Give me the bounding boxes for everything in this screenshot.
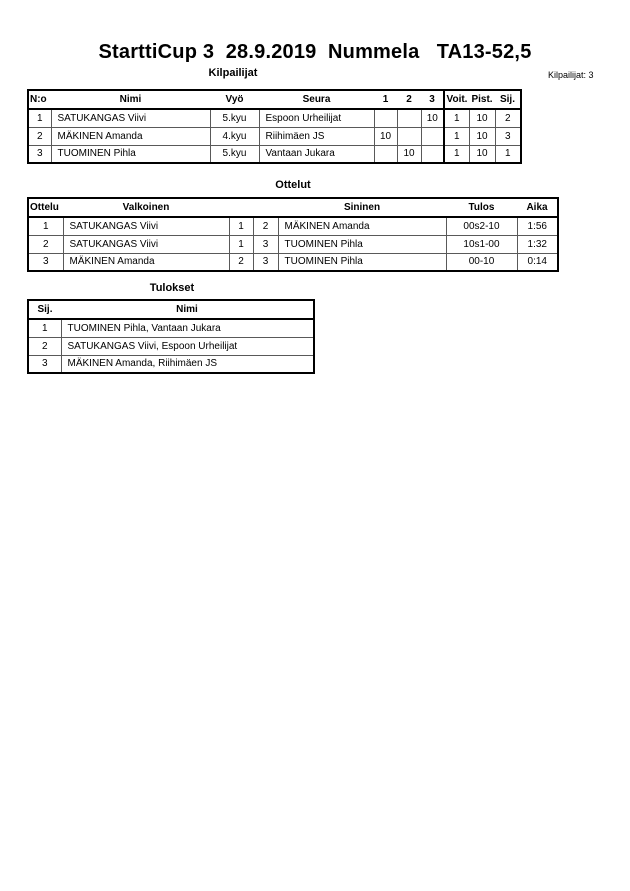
- col-header-round1: 1: [374, 90, 397, 109]
- section-title-kilpailijat: Kilpailijat: [208, 67, 258, 79]
- result-place: 2: [28, 337, 61, 355]
- results-table: [27, 299, 315, 374]
- match-white-no: 1: [229, 217, 253, 235]
- col-header-result: Tulos: [446, 198, 517, 217]
- competitor-round1-score: 10: [374, 127, 397, 145]
- result-name: TUOMINEN Pihla, Vantaan Jukara: [61, 319, 314, 337]
- col-header-no: N:o: [28, 90, 51, 109]
- result-place: 3: [28, 355, 61, 373]
- competitor-belt: 5.kyu: [210, 109, 259, 127]
- competitor-points: 10: [469, 145, 495, 163]
- col-header-belt: Vyö: [210, 90, 259, 109]
- competitors-table: [27, 89, 522, 164]
- match-blue-no: 2: [253, 217, 278, 235]
- result-row: [28, 319, 314, 337]
- col-header-name: Nimi: [61, 300, 314, 319]
- competitor-round2-score: [397, 127, 421, 145]
- competitor-points: 10: [469, 127, 495, 145]
- col-header-place: Sij.: [28, 300, 61, 319]
- match-result: 10s1-00: [446, 235, 517, 253]
- match-row: [28, 253, 558, 271]
- competitor-place: 3: [495, 127, 521, 145]
- match-white-name: SATUKANGAS Viivi: [63, 217, 229, 235]
- competitors-header-row: [28, 90, 521, 109]
- col-header-white: Valkoinen: [63, 198, 229, 217]
- competitor-round3-score: 10: [421, 109, 444, 127]
- competitor-row: [28, 145, 521, 163]
- section-title-tulokset: Tulokset: [149, 282, 195, 294]
- competitor-round1-score: [374, 145, 397, 163]
- match-row: [28, 217, 558, 235]
- competitor-name: SATUKANGAS Viivi: [51, 109, 210, 127]
- competitor-wins: 1: [444, 145, 469, 163]
- match-white-name: MÄKINEN Amanda: [63, 253, 229, 271]
- competitor-row: [28, 109, 521, 127]
- result-row: [28, 337, 314, 355]
- match-white-no: 1: [229, 235, 253, 253]
- competitor-no: 1: [28, 109, 51, 127]
- competitor-club: Vantaan Jukara: [259, 145, 374, 163]
- col-header-time: Aika: [517, 198, 558, 217]
- section-title-ottelut: Ottelut: [275, 179, 311, 191]
- col-header-match: Ottelu: [28, 198, 63, 217]
- match-no: 1: [28, 217, 63, 235]
- competitor-row: [28, 127, 521, 145]
- competitor-name: TUOMINEN Pihla: [51, 145, 210, 163]
- col-header-wins: Voit.: [444, 90, 469, 109]
- competitor-count-label: Kilpailijat: 3: [548, 70, 594, 80]
- competitor-belt: 5.kyu: [210, 145, 259, 163]
- col-header-round3: 3: [421, 90, 444, 109]
- match-result: 00-10: [446, 253, 517, 271]
- match-no: 3: [28, 253, 63, 271]
- result-name: MÄKINEN Amanda, Riihimäen JS: [61, 355, 314, 373]
- match-blue-name: MÄKINEN Amanda: [278, 217, 446, 235]
- col-header-club: Seura: [259, 90, 374, 109]
- match-blue-name: TUOMINEN Pihla: [278, 235, 446, 253]
- match-time: 1:56: [517, 217, 558, 235]
- col-header-blue-no: [253, 198, 278, 217]
- competitor-place: 1: [495, 145, 521, 163]
- match-time: 1:32: [517, 235, 558, 253]
- match-time: 0:14: [517, 253, 558, 271]
- match-white-name: SATUKANGAS Viivi: [63, 235, 229, 253]
- match-row: [28, 235, 558, 253]
- match-blue-no: 3: [253, 253, 278, 271]
- competitor-wins: 1: [444, 109, 469, 127]
- col-header-name: Nimi: [51, 90, 210, 109]
- competitor-place: 2: [495, 109, 521, 127]
- competitor-club: Espoon Urheilijat: [259, 109, 374, 127]
- competitor-round1-score: [374, 109, 397, 127]
- results-header-row: [28, 300, 314, 319]
- match-blue-no: 3: [253, 235, 278, 253]
- col-header-round2: 2: [397, 90, 421, 109]
- competitor-round3-score: [421, 145, 444, 163]
- matches-table: [27, 197, 559, 272]
- col-header-place: Sij.: [495, 90, 521, 109]
- matches-header-row: [28, 198, 558, 217]
- competitor-belt: 4.kyu: [210, 127, 259, 145]
- result-row: [28, 355, 314, 373]
- result-place: 1: [28, 319, 61, 337]
- match-blue-name: TUOMINEN Pihla: [278, 253, 446, 271]
- competitor-wins: 1: [444, 127, 469, 145]
- competitor-round3-score: [421, 127, 444, 145]
- match-result: 00s2-10: [446, 217, 517, 235]
- page-title: StarttiCup 3 28.9.2019 Nummela TA13-52,5: [98, 41, 532, 63]
- match-white-no: 2: [229, 253, 253, 271]
- competitor-round2-score: 10: [397, 145, 421, 163]
- col-header-white-no: [229, 198, 253, 217]
- match-no: 2: [28, 235, 63, 253]
- competitor-name: MÄKINEN Amanda: [51, 127, 210, 145]
- competitor-points: 10: [469, 109, 495, 127]
- col-header-points: Pist.: [469, 90, 495, 109]
- col-header-blue: Sininen: [278, 198, 446, 217]
- competitor-club: Riihimäen JS: [259, 127, 374, 145]
- competitor-no: 3: [28, 145, 51, 163]
- competitor-no: 2: [28, 127, 51, 145]
- competitor-round2-score: [397, 109, 421, 127]
- result-name: SATUKANGAS Viivi, Espoon Urheilijat: [61, 337, 314, 355]
